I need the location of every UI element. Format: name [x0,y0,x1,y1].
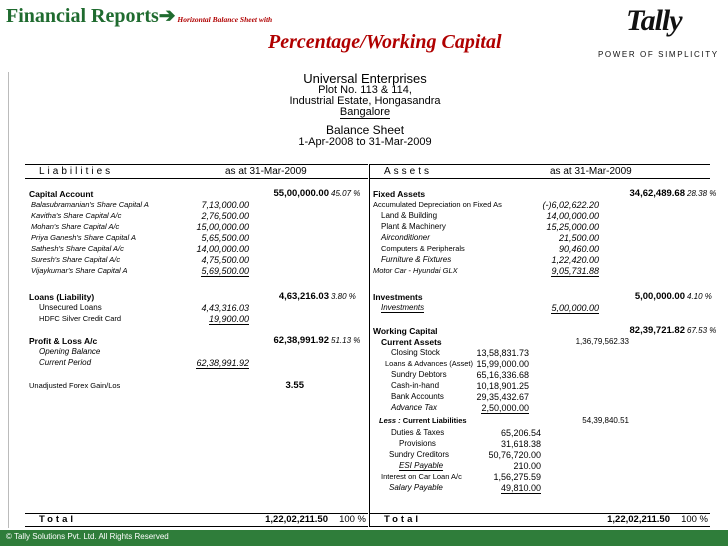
capital-account-amount: 55,00,000.00 [273,188,329,199]
current-asset-item[interactable]: Bank Accounts [391,392,444,401]
slide-title-main: Financial Reports [6,5,159,27]
fixed-assets-row[interactable] [373,189,425,199]
assets-total-amount: 1,22,02,211.50 [607,514,670,525]
assets-total-pct: 100 % [681,514,708,525]
fixed-assets-label: Fixed Assets [373,189,426,199]
working-capital-label: Working Capital [373,326,438,336]
capital-item[interactable]: Vijaykumar's Share Capital A [31,266,128,275]
working-capital-amount: 82,39,721.82 [629,325,685,336]
current-assets-row[interactable] [381,337,442,347]
liabilities-as-at: as at 31-Mar-2009 [225,166,307,177]
company-address-line2: Industrial Estate, Hongasandra [289,95,441,107]
fixed-asset-item[interactable]: Plant & Machinery [381,222,446,231]
capital-item-amount: 5,69,500.00 [201,266,249,276]
investments-amount: 5,00,000.00 [634,291,685,302]
current-liability-item[interactable]: Duties & Taxes [391,428,445,437]
fixed-asset-item[interactable]: Land & Building [381,211,438,220]
current-liability-amount: 210.00 [513,461,541,471]
capital-item-amount: 2,76,500.00 [201,211,249,221]
current-liabilities-label: Current Liabilities [402,416,467,425]
profit-loss-row[interactable] [29,336,97,346]
opening-balance-label[interactable]: Opening Balance [39,347,101,356]
capital-item[interactable]: Suresh's Share Capital A/c [31,255,121,264]
capital-item[interactable]: Kavitha's Share Capital A/c [31,211,122,220]
current-asset-item[interactable]: Sundry Debtors [391,370,447,379]
fixed-asset-item[interactable]: Airconditioner [381,233,430,242]
current-period-amount: 62,38,991.92 [196,358,249,368]
current-liabilities-amount: 54,39,840.51 [582,416,629,425]
current-liability-amount: 1,56,275.59 [493,472,541,482]
current-assets-amount: 1,36,79,562.33 [575,337,629,346]
current-asset-amount: 10,18,901.25 [476,381,529,391]
loans-row[interactable] [29,292,94,302]
profit-loss-amount: 62,38,991.92 [273,335,329,346]
fixed-asset-item[interactable]: Computers & Peripherals [381,244,465,253]
current-liability-item[interactable]: Provisions [399,439,436,448]
capital-item[interactable]: Mohan's Share Capital A/c [31,222,120,231]
current-liability-item[interactable]: Interest on Car Loan A/c [381,472,462,481]
fixed-asset-item[interactable]: Furniture & Fixtures [381,255,452,264]
current-asset-item[interactable]: Advance Tax [391,403,437,412]
forex-amount: 3.55 [285,380,304,391]
arrow-right-icon: ➔ [158,5,176,27]
slide-title-line1: Horizontal Balance Sheet with [175,15,273,24]
company-name: Universal Enterprises [303,71,427,86]
fixed-asset-amount: 9,05,731.88 [551,266,599,276]
loans-pct: 3.80 % [331,292,356,301]
assets-as-at: as at 31-Mar-2009 [550,166,632,177]
fixed-asset-amount: 15,25,000.00 [546,222,599,232]
capital-account-pct: 45.07 % [331,189,361,198]
report-period: 1-Apr-2008 to 31-Mar-2009 [298,136,432,148]
current-asset-amount: 13,58,831.73 [476,348,529,358]
fixed-assets-pct: 28.38 % [687,189,717,198]
liabilities-title: Liabilities [39,166,114,177]
fixed-asset-amount: (-)6,02,622.20 [542,200,599,210]
current-liability-amount: 50,76,720.00 [488,450,541,460]
column-divider [369,177,370,513]
capital-item[interactable]: Balasubramanian's Share Capital A [31,200,149,209]
current-liability-amount: 65,206.54 [500,428,541,438]
footer-bar [0,530,728,546]
current-asset-item[interactable]: Loans & Advances (Asset) [385,359,473,368]
company-header [9,72,721,148]
current-liabilities-row[interactable] [379,416,467,426]
fixed-assets-amount: 34,62,489.68 [629,188,685,199]
assets-total-row [369,513,710,527]
loan-item-amount: 19,900.00 [208,314,249,324]
current-liability-item[interactable]: ESI Payable [399,461,444,470]
current-asset-item[interactable]: Cash-in-hand [391,381,440,390]
tally-logo [598,6,724,59]
current-asset-amount: 15,99,000.00 [476,359,529,369]
current-period-label[interactable]: Current Period [39,358,92,367]
fixed-asset-item[interactable]: Accumulated Depreciation on Fixed As [373,200,502,209]
company-address-line1: Plot No. 113 & 114, [318,84,412,96]
capital-account-label: Capital Account [29,189,94,199]
company-city: Bangalore [339,106,391,118]
loans-label: Loans (Liability) [29,292,95,302]
capital-item[interactable]: Priya Ganesh's Share Capital A [31,233,136,242]
profit-loss-pct: 51.13 % [331,336,361,345]
forex-row[interactable]: Unadjusted Forex Gain/Los [29,381,121,390]
fixed-asset-amount: 14,00,000.00 [546,211,599,221]
investment-item-amount: 5,00,000.00 [551,303,599,313]
capital-item-amount: 4,75,500.00 [201,255,249,265]
assets-column-header [369,164,710,179]
loan-item[interactable]: Unsecured Loans [39,303,102,312]
fixed-asset-amount: 90,460.00 [558,244,599,254]
less-prefix: Less : [379,416,401,425]
fixed-asset-amount: 1,22,420.00 [551,255,599,265]
capital-item-amount: 14,00,000.00 [196,244,249,254]
current-liability-amount: 31,618.38 [500,439,541,449]
investments-row[interactable] [373,292,423,302]
current-liability-amount: 49,810.00 [500,483,541,493]
working-capital-pct: 67.53 % [687,326,717,335]
balance-sheet-report [8,72,721,528]
report-title: Balance Sheet [325,123,405,137]
liabilities-total-row [25,513,368,527]
logo-word: Tally [626,4,682,37]
fixed-asset-item[interactable]: Motor Car - Hyundai GLX [373,266,458,275]
copyright-text: © Tally Solutions Pvt. Ltd. All Rights Reserved [6,532,169,541]
liabilities-total-label: Total [39,514,76,525]
capital-item-amount: 7,13,000.00 [201,200,249,210]
profit-loss-label: Profit & Loss A/c [29,336,98,346]
current-asset-item[interactable]: Closing Stock [391,348,440,357]
assets-title: Assets [384,166,433,177]
loan-item-amount: 4,43,316.03 [201,303,249,313]
investments-pct: 4.10 % [687,292,712,301]
slide-title [6,4,606,53]
slide-title-line2: Percentage/Working Capital [268,31,502,53]
current-liability-item[interactable]: Sundry Creditors [389,450,450,459]
capital-item-amount: 15,00,000.00 [196,222,249,232]
current-asset-amount: 65,16,336.68 [476,370,529,380]
logo-tagline: POWER OF SIMPLICITY [598,50,719,59]
current-asset-amount: 2,50,000.00 [481,403,529,413]
loan-item[interactable]: HDFC Silver Credit Card [39,314,122,323]
loans-amount: 4,63,216.03 [278,291,329,302]
current-liability-item[interactable]: Salary Payable [389,483,443,492]
capital-item-amount: 5,65,500.00 [201,233,249,243]
investments-label: Investments [373,292,423,302]
working-capital-row[interactable] [373,326,438,336]
capital-item[interactable]: Sathesh's Share Capital A/c [31,244,124,253]
liabilities-column-header [25,164,368,179]
liabilities-total-amount: 1,22,02,211.50 [265,514,328,525]
current-asset-amount: 29,35,432.67 [476,392,529,402]
current-assets-label: Current Assets [381,337,442,347]
assets-total-label: Total [384,514,421,525]
capital-account-row[interactable] [29,189,93,199]
liabilities-total-pct: 100 % [339,514,366,525]
investment-item[interactable]: Investments [381,303,425,312]
fixed-asset-amount: 21,500.00 [558,233,599,243]
